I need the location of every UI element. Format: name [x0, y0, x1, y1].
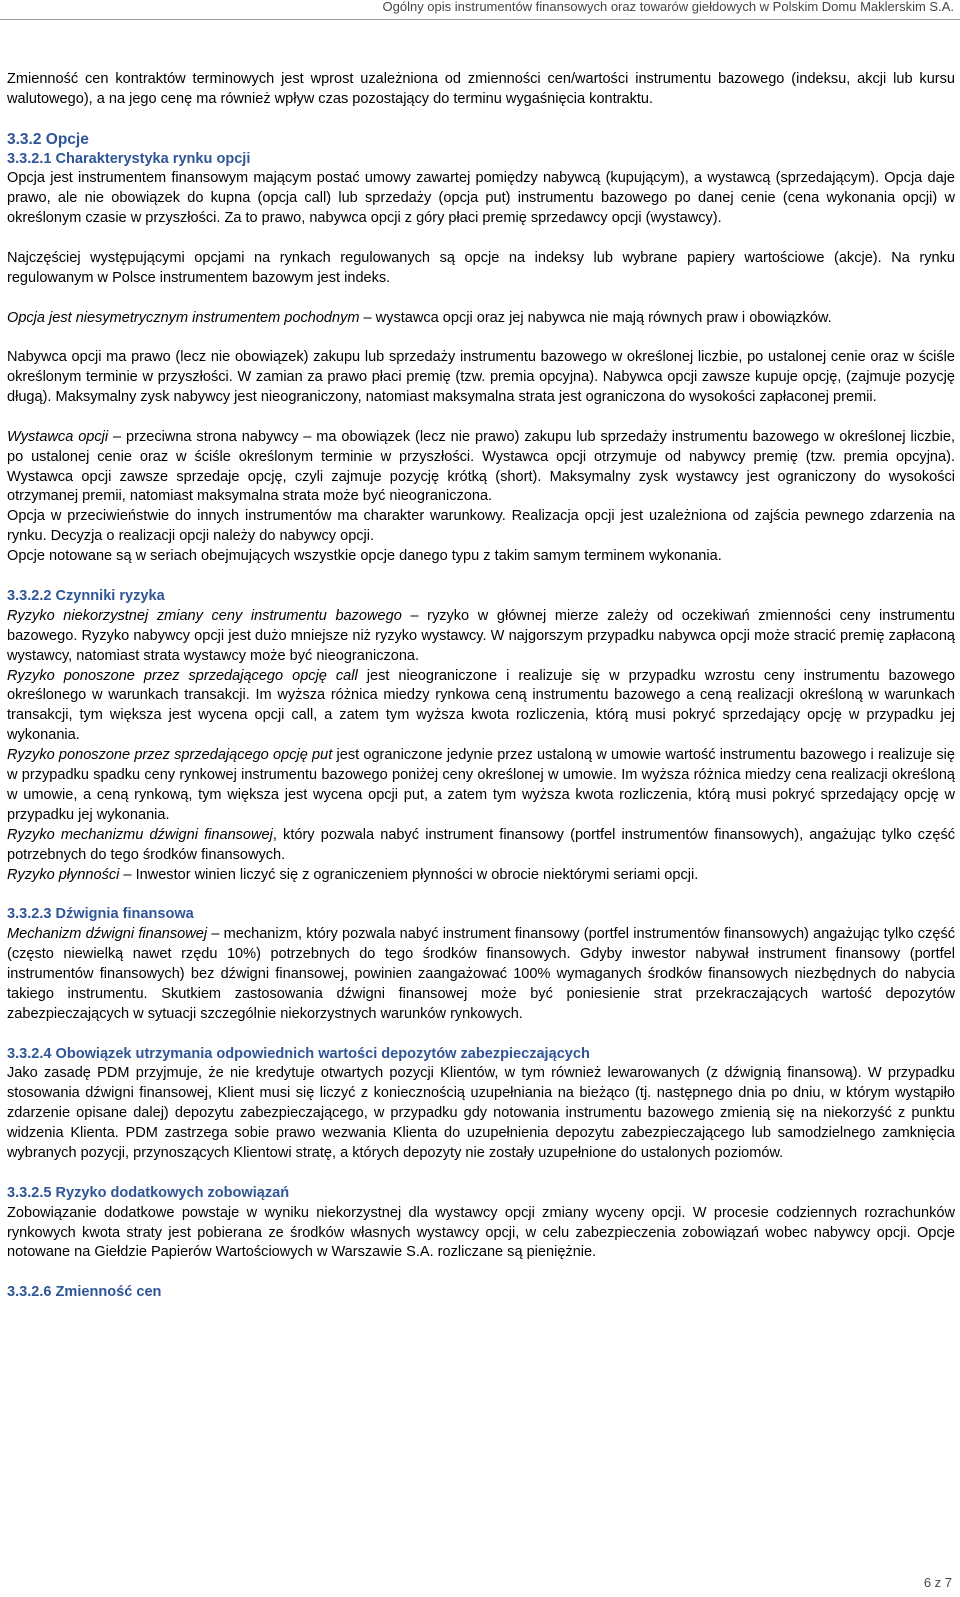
paragraph-risk-leverage: [7, 826, 955, 866]
document-title: Ogólny opis instrumentów finansowych oraz towarów giełdowych w Polskim Domu Maklerskim S.A.: [382, 0, 954, 14]
paragraph-text: , który pozwala nabyć instrument finansowy (portfel instrumentów finansowych), angażując tylko część potrzebnych do tego środków finansowych.: [7, 826, 955, 863]
page-header: [0, 0, 960, 20]
paragraph-risk-put: [7, 746, 955, 826]
emphasis-text: Ryzyko niekorzystnej zmiany ceny instrumentu bazowego: [7, 607, 402, 624]
header-divider: [0, 19, 960, 20]
section-heading-options-market: 3.3.2.1 Charakterystyka rynku opcji: [7, 150, 251, 167]
paragraph-text: jest ograniczone jedynie przez ustaloną w umowie wartość instrumentu bazowego i realizuje się w przypadku spadku ceny rynkowej instrumentu bazowego poniżej ceny określonej w umowie. Im wyższa różnica miedzy cena realizacji określoną w umowie, a ceną rynkową, tym większa jest wycena opcji put, a zatem tym wyższa kwota rozliczenia, którą musi pokryć sprzedający opcję w przypadku jej wykonania.: [7, 747, 956, 823]
paragraph-margin: Jako zasadę PDM przyjmuje, że nie kredytuje otwartych pozycji Klientów, w tym również lewarowanych (z dźwignią finansową). W przypadku stosowania dźwigni finansowej, Klient musi się liczyć z koniecznością uzupełniania na bieżąco (tj. następnego dnia po dniu, w którym wystąpiło zdarzenie opisane dalej) depozytu zabezpieczającego, w przypadku gdy notowania instrumentu bazowego zmienią się na niekorzyść z punktu widzenia Klienta. PDM zastrzega sobie prawo wezwania Klienta do uzupełnienia depozytu zabezpieczającego lub samodzielnego zamknięcia wybranych pozycji, przynoszących Klientowi stratę, a których depozyty nie zostały uzupełnione do ustalonych poziomów.: [7, 1065, 955, 1162]
document-body: [7, 70, 955, 1303]
section-heading-margin: 3.3.2.4 Obowiązek utrzymania odpowiednich wartości depozytów zabezpieczających: [7, 1045, 590, 1062]
paragraph-buyer: Nabywca opcji ma prawo (lecz nie obowiązek) zakupu lub sprzedaży instrumentu bazowego w określonej liczbie, po ustalonej cenie oraz w ściśle określonym terminie w przyszłości. W zamian za prawo płaci premię (tzw. premia opcyjna). Nabywca opcji zawsze kupuje opcję, (zajmuje pozycję długą). Maksymalny zysk nabywcy jest nieograniczony, natomiast maksymalna strata jest ograniczona do wysokości zapłaconej premii.: [7, 349, 955, 406]
emphasis-text: Ryzyko ponoszone przez sprzedającego opcję put: [7, 747, 333, 764]
intro-paragraph: Zmienność cen kontraktów terminowych jest wprost uzależniona od zmienności cen/wartości instrumentu bazowego (indeksu, akcji lub kursu walutowego), a na jego cenę ma również wpływ czas pozostający do terminu wygaśnięcia kontraktu.: [7, 71, 955, 107]
emphasis-text: Ryzyko płynności: [7, 866, 120, 883]
paragraph-additional-liabilities: Zobowiązanie dodatkowe powstaje w wyniku niekorzystnej dla wystawcy opcji zmiany wyceny opcji. W procesie codziennych rozrachunków rynkowych kwota straty jest pobierana ze środków własnych wystawcy opcji, w celu zabezpieczenia zobowiązań wobec nabywcy opcji. Opcje notowane na Giełdzie Papierów Wartościowych w Warszawie S.A. rozliczane są pieniężnie.: [7, 1204, 955, 1261]
paragraph-risk-underlying: [7, 607, 955, 667]
paragraph-text: – Inwestor winien liczyć się z ograniczeniem płynności w obrocie niektórymi seriami opcji.: [119, 866, 699, 883]
page-number: 6 z 7: [923, 1575, 952, 1590]
section-heading-leverage: 3.3.2.3 Dźwignia finansowa: [7, 906, 194, 923]
emphasis-text: Ryzyko ponoszone przez sprzedającego opcję call: [7, 667, 358, 684]
paragraph-asymmetric-instrument: [7, 309, 955, 329]
paragraph-text: – wystawca opcji oraz jej nabywca nie mają równych praw i obowiązków.: [359, 309, 832, 326]
paragraph-text: – mechanizm, który pozwala nabyć instrument finansowy (portfel instrumentów finansowych) angażując tylko część (często niewielką nawet rzędu 10%) potrzebnych do tego środków finansowych. Gdyby inwestor nabywał instrument finansowy (portfel instrumentów finansowych) bez dźwigni finansowej, powinien zaangażować 100% wymaganych środków finansowych niezbędnych do nabycia takiego instrumentu. Skutkiem zastosowania dźwigni finansowej może być poniesienie strat przekraczających wartość depozytów zabezpieczających w sytuacji szczególnie niekorzystnych warunków rynkowych.: [7, 926, 955, 1022]
paragraph-risk-call: [7, 667, 955, 747]
emphasis-text: Ryzyko mechanizmu dźwigni finansowej: [7, 826, 273, 843]
paragraph-regulated-markets: Najczęściej występującymi opcjami na rynkach regulowanych są opcje na indeksy lub wybrane papiery wartościowe (akcje). Na rynku regulowanym w Polsce instrumentem bazowym jest indeks.: [7, 249, 955, 286]
paragraph-conditional: Opcja w przeciwieństwie do innych instrumentów ma charakter warunkowy. Realizacja opcji jest uzależniona od zajścia pewnego zdarzenia na rynku. Decyzja o realizacji opcji należy do nabywcy opcji.: [7, 508, 955, 545]
paragraph-series: Opcje notowane są w seriach obejmujących wszystkie opcje danego typu z takim samym terminem wykonania.: [7, 548, 722, 565]
paragraph-text: jest nieograniczone i realizuje się w przypadku wzrostu ceny instrumentu bazowego określonego w warunkach transakcji. Im wyższa różnica miedzy rynkowa ceną instrumentu bazowego a ceną realizacji określoną w warunkach transakcji, tym większa jest wycena opcji call, a zatem tym wyższa kwota rozliczenia, którą musi pokryć sprzedający opcję w przypadku jej wykonania.: [7, 667, 955, 744]
section-heading-risk-factors: 3.3.2.2 Czynniki ryzyka: [7, 587, 165, 604]
emphasis-text: Wystawca opcji: [7, 428, 109, 445]
section-heading-options: 3.3.2 Opcje: [7, 130, 89, 148]
paragraph-leverage: [7, 925, 955, 1025]
paragraph-text: – przeciwna strona nabywcy – ma obowiązek (lecz nie prawo) zakupu lub sprzedaży instrumentu bazowego w określonej liczbie, po ustalonej cenie oraz w ściśle określonym terminie w przyszłości. Wystawca opcji otrzymuje od nabywcy premię (tzw. premia opcyjna). Wystawca opcji zawsze sprzedaje opcję, czyli zajmuje pozycję krótką (short). Maksymalny zysk wystawcy jest ograniczony do wysokości otrzymanej premii, natomiast maksymalna strata może być nieograniczona.: [7, 428, 955, 505]
paragraph-option-definition: Opcja jest instrumentem finansowym mającym postać umowy zawartej pomiędzy nabywcą (kupującym), a wystawcą (sprzedającym). Opcja daje prawo, ale nie obowiązek do kupna (opcja call) lub sprzedaży (opcja put) instrumentu bazowego po danej cenie (cena wykonania opcji) w określonym czasie w przyszłości. Za to prawo, nabywca opcji z góry płaci premię sprzedawcy opcji (wystawcy).: [7, 170, 955, 227]
paragraph-risk-liquidity: [7, 866, 955, 886]
paragraph-text: – ryzyko w głównej mierze zależy od oczekiwań zmienności ceny instrumentu bazowego. Ryzyko nabywcy opcji jest dużo mniejsze niż ryzyko wystawcy. W najgorszym przypadku nabywca opcji może stracić premię zapłaconą wystawcy, natomiast strata wystawcy może być nieograniczona.: [7, 607, 955, 664]
emphasis-text: Opcja jest niesymetrycznym instrumentem pochodnym: [7, 309, 360, 326]
section-heading-additional-liabilities: 3.3.2.5 Ryzyko dodatkowych zobowiązań: [7, 1184, 290, 1201]
section-heading-price-volatility: 3.3.2.6 Zmienność cen: [7, 1284, 162, 1301]
emphasis-text: Mechanizm dźwigni finansowej: [7, 926, 208, 943]
paragraph-writer: [7, 428, 955, 508]
